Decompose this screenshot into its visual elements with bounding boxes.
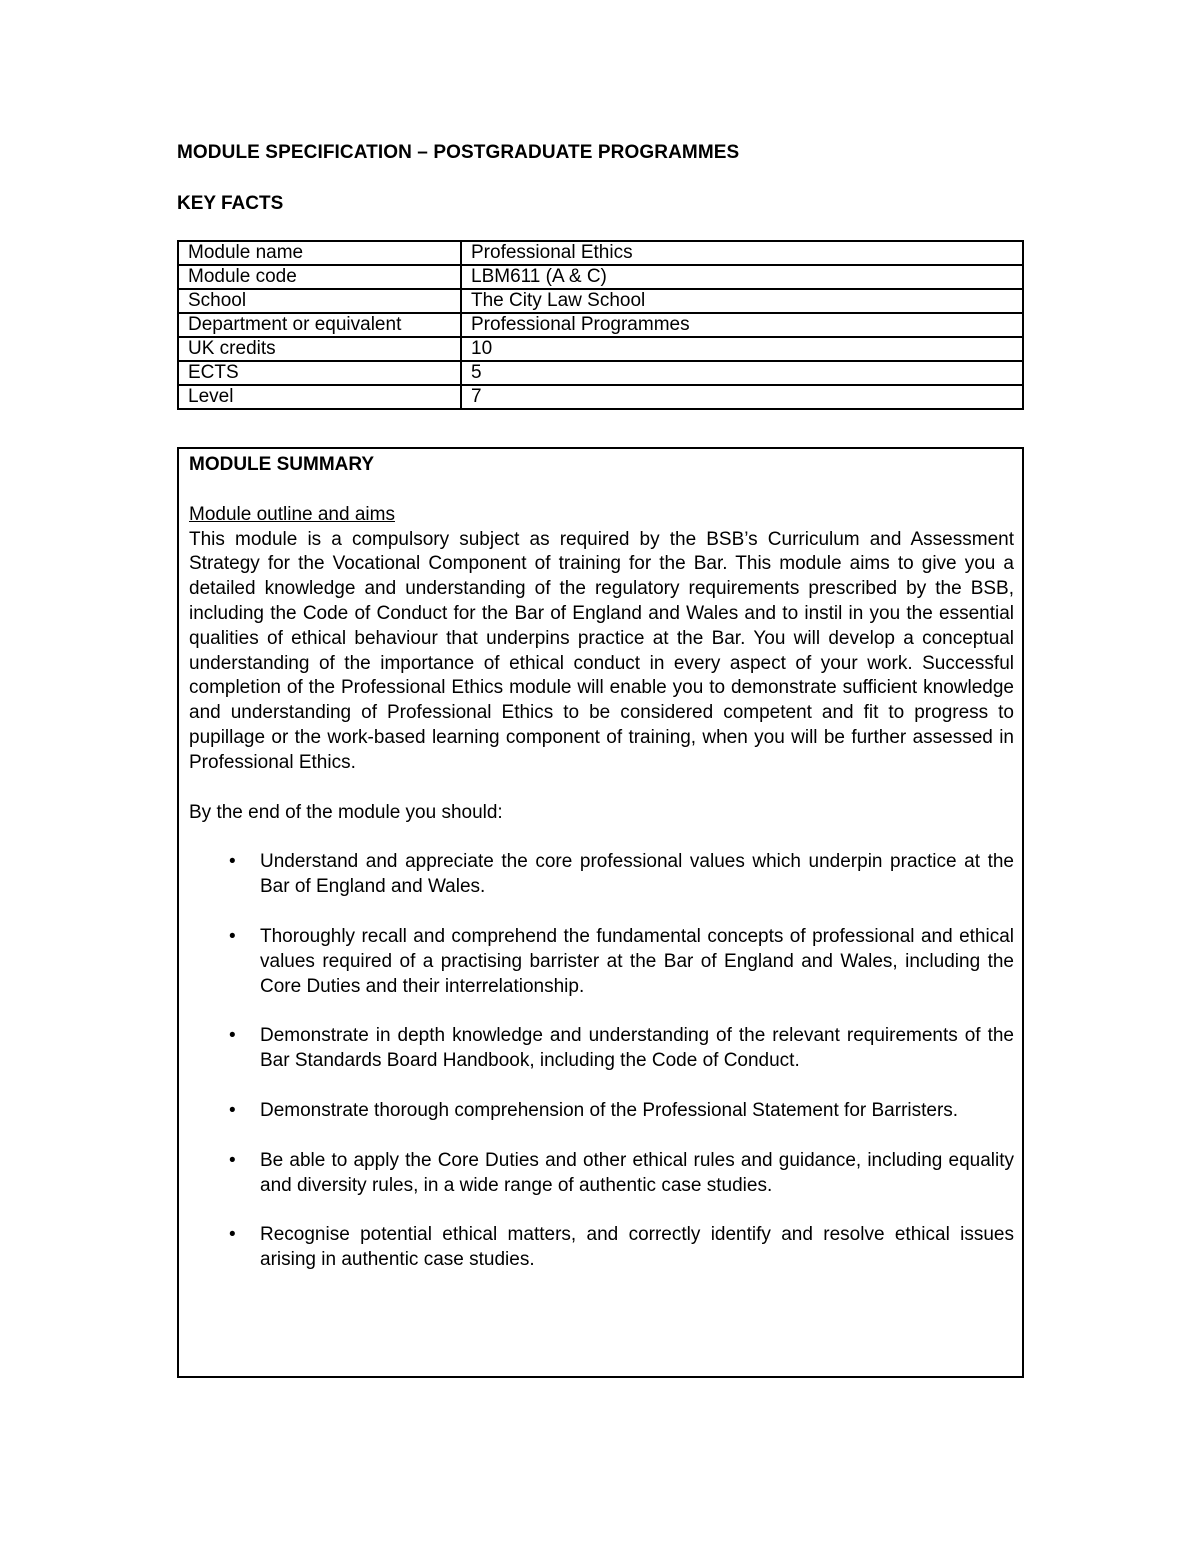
- outcome-text: Thoroughly recall and comprehend the fundamental concepts of professional and ethical values required of a practising barrister at the Bar of England and Wales, including the Core Duties and their interrelationship.: [260, 925, 1014, 997]
- school-label: School: [178, 289, 461, 313]
- module-outline-subheading: Module outline and aims: [189, 503, 395, 525]
- outcome-text: Recognise potential ethical matters, and correctly identify and resolve ethical issues arising in authentic case studies.: [260, 1224, 1014, 1271]
- list-item: [189, 925, 1014, 999]
- bullet-icon: •: [229, 1149, 236, 1171]
- bullet-icon: •: [229, 851, 236, 873]
- module-code-value: LBM611 (A & C): [461, 265, 1023, 289]
- department-label: Department or equivalent: [178, 313, 461, 337]
- list-item: [189, 1149, 1014, 1199]
- outcomes-intro: By the end of the module you should:: [189, 801, 503, 823]
- outcome-text: Understand and appreciate the core professional values which underpin practice at the Bar of England and Wales.: [260, 851, 1014, 898]
- key-facts-table: [177, 240, 1024, 410]
- bullet-icon: •: [229, 925, 236, 947]
- bullet-icon: •: [229, 1099, 236, 1121]
- key-facts-row-school: [178, 289, 1023, 313]
- uk-credits-value: 10: [461, 337, 1023, 361]
- outcome-text: Demonstrate in depth knowledge and understanding of the relevant requirements of the Bar Standards Board Handbook, including the Code of Conduct.: [260, 1025, 1014, 1072]
- key-facts-row-department: [178, 313, 1023, 337]
- module-name-value: Professional Ethics: [461, 241, 1023, 265]
- key-facts-row-ects: [178, 361, 1023, 385]
- outcome-text: Be able to apply the Core Duties and other ethical rules and guidance, including equality and diversity rules, in a wide range of authentic case studies.: [260, 1149, 1014, 1196]
- key-facts-row-module-code: [178, 265, 1023, 289]
- list-item: [189, 850, 1014, 900]
- key-facts-row-uk-credits: [178, 337, 1023, 361]
- level-label: Level: [178, 385, 461, 409]
- ects-value: 5: [461, 361, 1023, 385]
- list-item: [189, 1024, 1014, 1074]
- level-value: 7: [461, 385, 1023, 409]
- module-summary-heading: MODULE SUMMARY: [189, 454, 375, 475]
- school-value: The City Law School: [461, 289, 1023, 313]
- list-item: [189, 1223, 1014, 1273]
- key-facts-heading: KEY FACTS: [177, 193, 284, 214]
- department-value: Professional Programmes: [461, 313, 1023, 337]
- document-title: MODULE SPECIFICATION – POSTGRADUATE PROGRAMMES: [177, 142, 740, 163]
- bullet-icon: •: [229, 1025, 236, 1047]
- list-item: [189, 1099, 1014, 1124]
- module-name-label: Module name: [178, 241, 461, 265]
- ects-label: ECTS: [178, 361, 461, 385]
- module-summary-box: [177, 447, 1024, 1378]
- module-outline-paragraph: This module is a compulsory subject as required by the BSB’s Curriculum and Assessment Strategy for the Vocational Component of training for the Bar. This module aims to give you a detailed knowledge and understanding of the regulatory requirements prescribed by the BSB, including the Code of Conduct for the Bar of England and Wales and to instil in you the essential qualities of ethical behaviour that underpins practice at the Bar. You will develop a conceptual understanding of the importance of ethical conduct in every aspect of your work. Successful completion of the Professional Ethics module will enable you to demonstrate sufficient knowledge and understanding of Professional Ethics to be considered competent and fit to progress to pupillage or the work-based learning component of training, when you will be further assessed in Professional Ethics.: [189, 528, 1014, 773]
- uk-credits-label: UK credits: [178, 337, 461, 361]
- learning-outcomes-list: [189, 850, 1014, 1273]
- key-facts-row-module-name: [178, 241, 1023, 265]
- outcome-text: Demonstrate thorough comprehension of the Professional Statement for Barristers.: [260, 1099, 959, 1121]
- module-code-label: Module code: [178, 265, 461, 289]
- bullet-icon: •: [229, 1224, 236, 1246]
- key-facts-row-level: [178, 385, 1023, 409]
- module-summary-content: [189, 453, 1014, 1298]
